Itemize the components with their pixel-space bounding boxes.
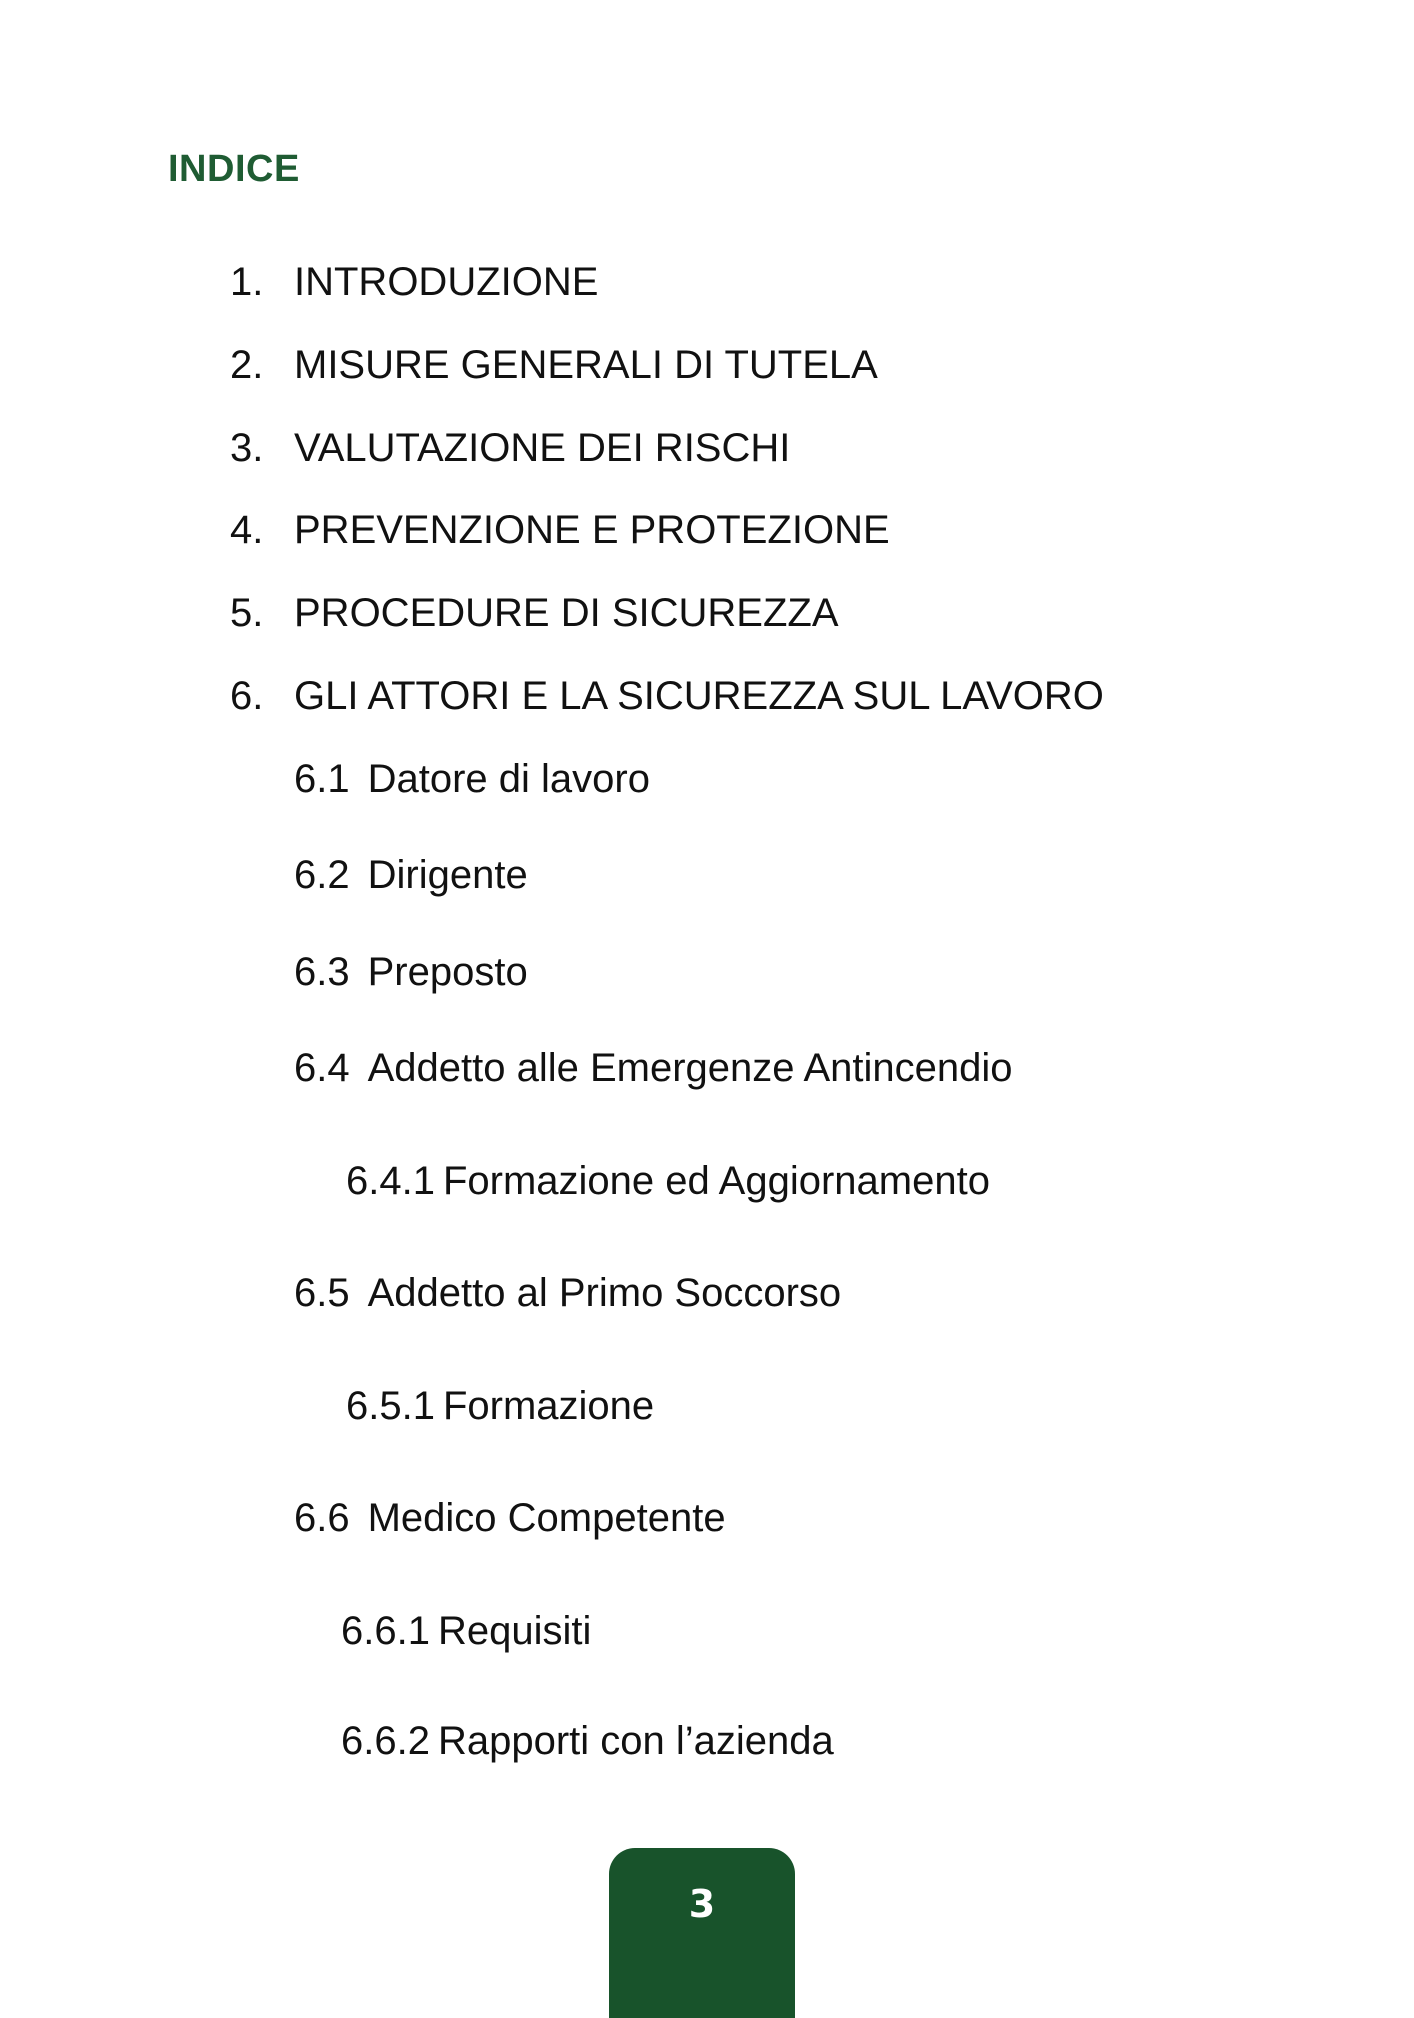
toc-entry-number: 6.5 [294,1271,350,1315]
toc-entry-6-1[interactable] [294,759,650,799]
toc-entry-6-5[interactable] [294,1273,841,1313]
toc-entry-6-6-1[interactable] [341,1611,591,1651]
toc-entry-label: Datore di lavoro [367,757,650,801]
toc-entry-number: 6.5.1 [346,1384,435,1428]
toc-entry-label: Medico Competente [367,1496,726,1540]
toc-entry-6-6-2[interactable] [341,1721,834,1761]
toc-entry-label: Requisiti [437,1609,592,1653]
toc-entry-label: Dirigente [367,853,528,897]
toc-entry-label: Rapporti con l’azienda [437,1719,834,1763]
toc-entry-4[interactable] [230,510,890,550]
toc-entry-label: PROCEDURE DI SICUREZZA [294,591,839,635]
page-title: INDICE [168,148,300,190]
toc-entry-label: Preposto [367,950,528,994]
toc-entry-6-6[interactable] [294,1498,726,1538]
toc-entry-label: MISURE GENERALI DI TUTELA [294,343,878,387]
toc-entry-number: 6.6.1 [341,1609,430,1653]
toc-entry-label: GLI ATTORI E LA SICUREZZA SUL LAVORO [294,674,1104,718]
page-number: 3 [688,1882,716,1926]
toc-entry-6-3[interactable] [294,952,528,992]
toc-entry-5[interactable] [230,593,839,633]
toc-entry-number: 4. [230,508,264,552]
toc-entry-number: 6. [230,674,264,718]
toc-entry-number: 5. [230,591,264,635]
toc-entry-number: 6.2 [294,853,350,897]
toc-entry-6-4[interactable] [294,1048,1013,1088]
toc-entry-number: 3. [230,426,264,470]
toc-entry-6-4-1[interactable] [346,1161,990,1201]
toc-entry-number: 2. [230,343,264,387]
toc-entry-label: Formazione ed Aggiornamento [442,1159,990,1203]
toc-entry-number: 6.6.2 [341,1719,430,1763]
toc-entry-number: 6.3 [294,950,350,994]
toc-entry-1[interactable] [230,262,598,302]
toc-entry-3[interactable] [230,428,790,468]
toc-entry-2[interactable] [230,345,878,385]
toc-entry-6-2[interactable] [294,855,528,895]
toc-entry-number: 6.6 [294,1496,350,1540]
toc-entry-label: VALUTAZIONE DEI RISCHI [294,426,791,470]
page-number-tab [609,1848,795,2018]
toc-entry-number: 6.4.1 [346,1159,435,1203]
toc-entry-number: 1. [230,260,264,304]
toc-entry-number: 6.4 [294,1046,350,1090]
toc-entry-label: PREVENZIONE E PROTEZIONE [294,508,890,552]
toc-entry-number: 6.1 [294,757,350,801]
toc-entry-label: INTRODUZIONE [294,260,599,304]
toc-entry-6[interactable] [230,676,1104,716]
toc-entry-label: Addetto alle Emergenze Antincendio [367,1046,1013,1090]
toc-entry-label: Formazione [442,1384,655,1428]
toc-entry-label: Addetto al Primo Soccorso [367,1271,842,1315]
toc-entry-6-5-1[interactable] [346,1386,654,1426]
